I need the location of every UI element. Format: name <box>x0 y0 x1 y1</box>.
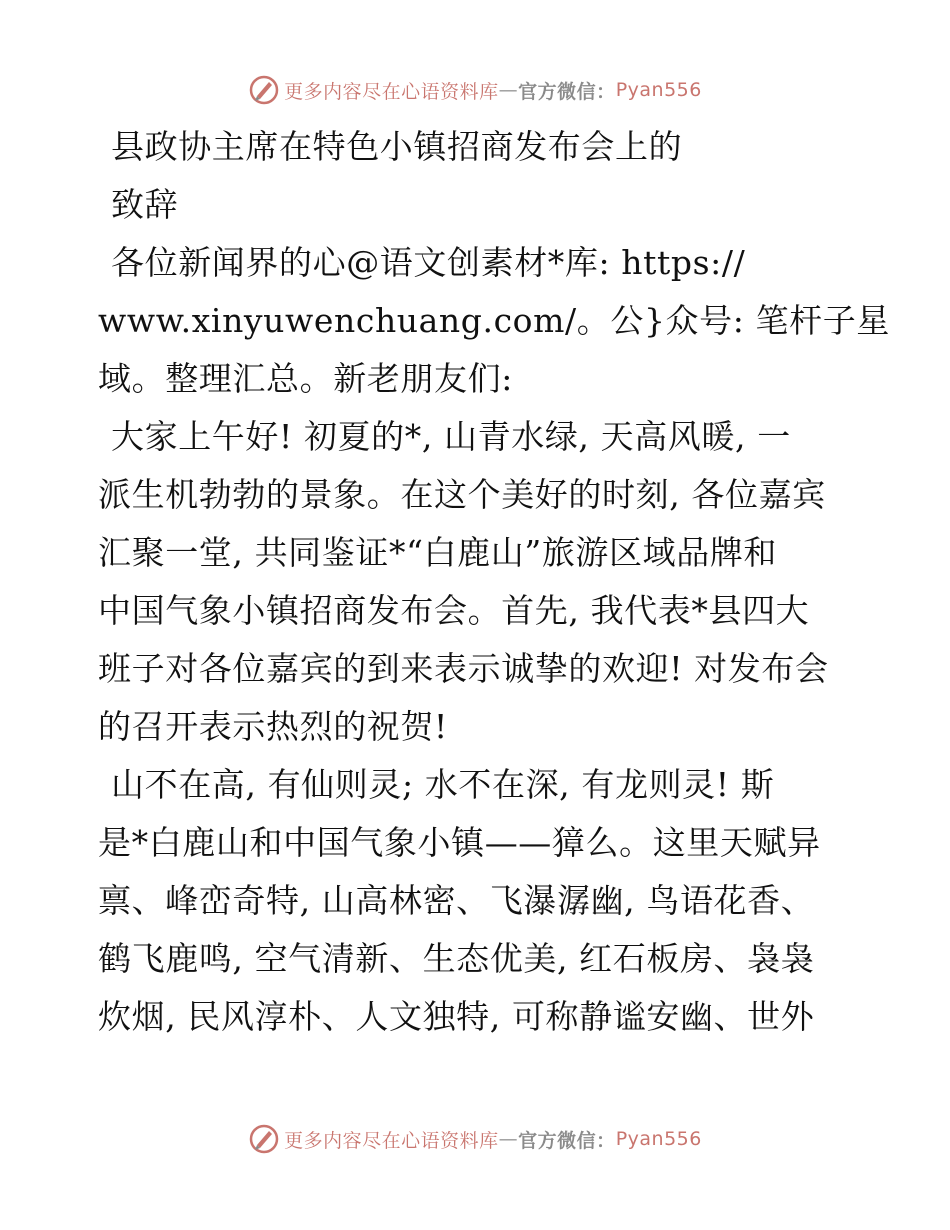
footer-banner <box>0 1119 950 1159</box>
paragraph-line: 是*白鹿山和中国气象小镇——獐么。这里天赋异 <box>98 823 821 862</box>
paragraph-line: 大家上午好! 初夏的*, 山青水绿, 天高风暖, 一 <box>111 417 791 456</box>
paragraph-line: 的召开表示热烈的祝贺! <box>98 707 448 746</box>
document-body <box>98 118 890 1046</box>
paragraph-line: 域。整理汇总。新老朋友们: <box>98 359 513 398</box>
paragraph-line: 各位新闻界的心@语文创素材*库: https:// <box>111 243 746 282</box>
banner-wechat-label: 官方微信： <box>518 1129 616 1152</box>
banner-dash: — <box>498 79 519 101</box>
banner-dash: — <box>498 1128 519 1150</box>
title-line-1: 县政协主席在特色小镇招商发布会上的 <box>111 127 683 166</box>
paragraph-scenery <box>98 756 858 1046</box>
pen-logo-icon <box>248 1123 280 1155</box>
banner-main-text: 更多内容尽在心语资料库 <box>284 80 499 103</box>
paragraph-line: 山不在高, 有仙则灵; 水不在深, 有龙则灵! 斯 <box>111 765 775 804</box>
banner-wechat-id: Pyan556 <box>615 1128 702 1150</box>
paragraph-line: 班子对各位嘉宾的到来表示诚挚的欢迎! 对发布会 <box>98 649 829 688</box>
title-line-2: 致辞 <box>111 185 179 224</box>
paragraph-salutation <box>98 234 890 408</box>
paragraph-line: 鹤飞鹿鸣, 空气清新、生态优美, 红石板房、袅袅 <box>98 939 815 978</box>
banner-wechat-id: Pyan556 <box>615 79 702 101</box>
paragraph-greeting <box>98 408 858 756</box>
header-banner <box>0 70 950 110</box>
paragraph-line: www.xinyuwenchuang.com/。公}众号: 笔杆子星 <box>98 301 890 340</box>
paragraph-line: 中国气象小镇招商发布会。首先, 我代表*县四大 <box>98 591 810 630</box>
paragraph-line: 炊烟, 民风淳朴、人文独特, 可称静谧安幽、世外 <box>98 997 815 1036</box>
paragraph-line: 派生机勃勃的景象。在这个美好的时刻, 各位嘉宾 <box>98 475 826 514</box>
pen-logo-icon <box>248 74 280 106</box>
paragraph-line: 禀、峰峦奇特, 山高林密、飞瀑潺幽, 鸟语花香、 <box>98 881 815 920</box>
banner-main-text: 更多内容尽在心语资料库 <box>284 1129 499 1152</box>
banner-wechat-label: 官方微信： <box>518 80 616 103</box>
paragraph-line: 汇聚一堂, 共同鉴证*“白鹿山”旅游区域品牌和 <box>98 533 778 572</box>
